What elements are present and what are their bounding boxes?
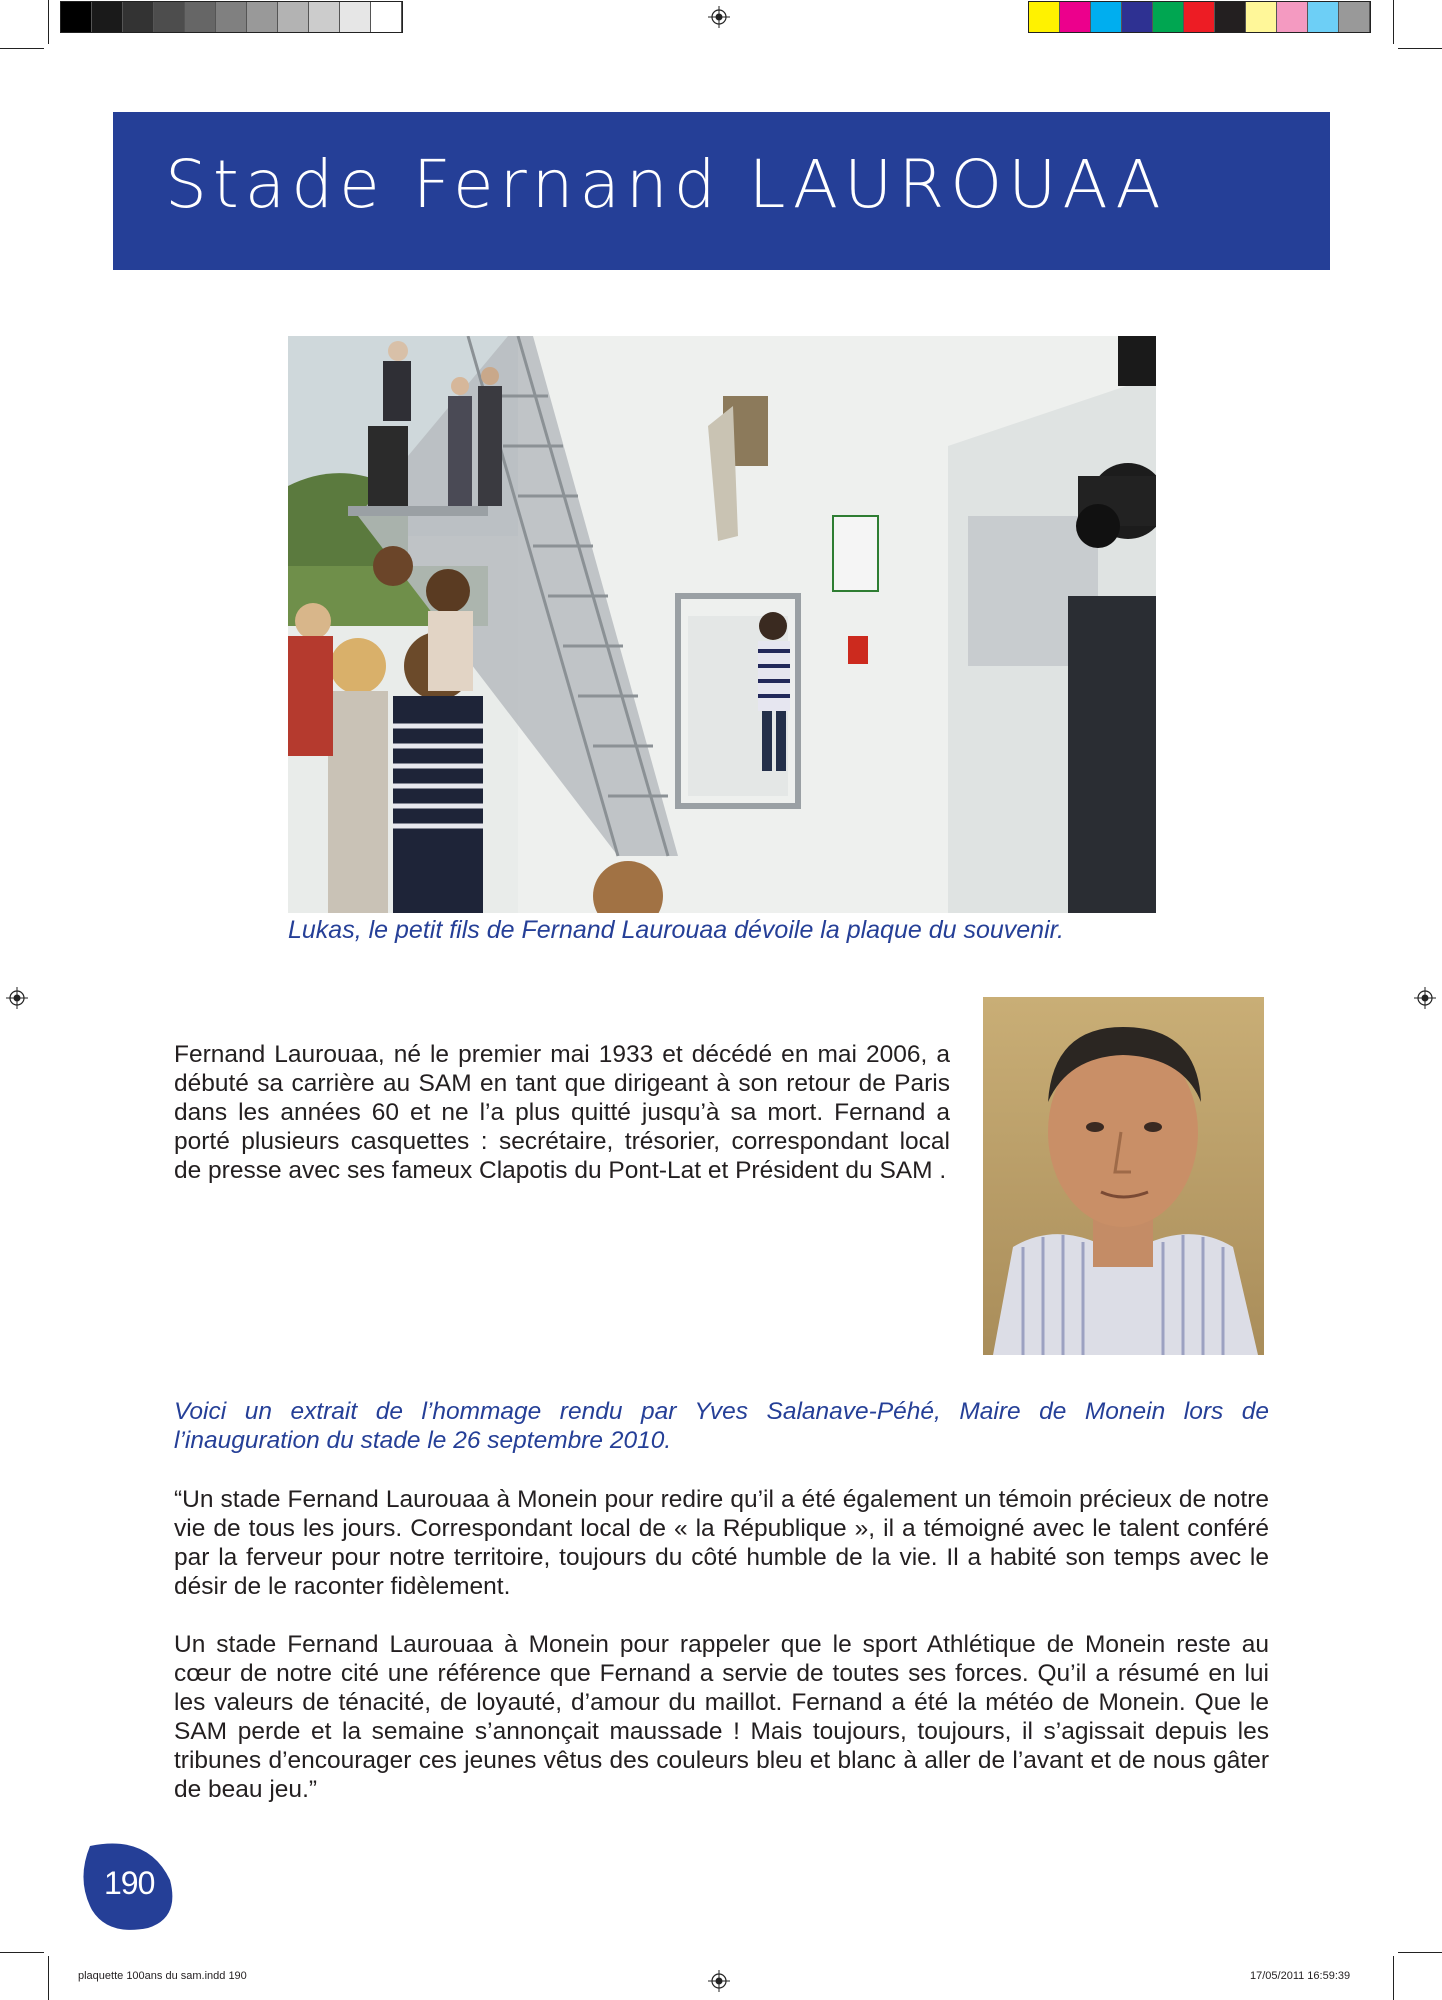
crop-mark — [48, 1956, 49, 2000]
portrait-photo — [983, 997, 1264, 1355]
cmyk-color-bar — [1028, 1, 1371, 33]
registration-mark-icon — [6, 987, 28, 1009]
page-title: Stade Fernand LAUROUAA — [165, 146, 1167, 223]
crop-mark — [0, 48, 44, 49]
crop-mark — [0, 1952, 44, 1953]
page-number: 190 — [104, 1865, 155, 1901]
page-number-badge — [78, 1840, 178, 1932]
quote-paragraph-1: “Un stade Fernand Laurouaa à Monein pour redire qu’il a été également un témoin précieux de notre vie de tous les jours. Correspondant local de « la République », il a témoigné avec le talent conféré par la ferveur pour notre territoire, toujours du côté humble de la vie. Il a habité son temps avec le désir de le raconter fidèlement. — [174, 1486, 1269, 1600]
registration-mark-icon — [1414, 987, 1436, 1009]
intro-paragraph: Fernand Laurouaa, né le premier mai 1933 et décédé en mai 2006, a débuté sa carrière au SAM en tant que dirigeant à son retour de Paris dans les années 60 et ne l’a plus quitté jusqu’à sa mort. Fernand a porté plusieurs casquettes : secrétaire, trésorier, correspondant local de presse avec ses fameux Clapotis du Pont-Lat et Président du SAM . — [174, 1041, 950, 1184]
crop-mark — [48, 0, 49, 44]
crop-mark — [1393, 1956, 1394, 2000]
inauguration-photo-illustration — [288, 336, 1156, 913]
crop-mark — [1398, 48, 1442, 49]
footer-timestamp: 17/05/2011 16:59:39 — [1250, 1970, 1351, 1982]
quote-paragraph-2: Un stade Fernand Laurouaa à Monein pour rappeler que le sport Athlétique de Monein reste au cœur de notre cité une référence que Fernand a servie de toutes ses forces. Qu’il a résumé en lui les valeurs de ténacité, de loyauté, d’amour du maillot. Fernand a été la météo de Monein. Que le SAM perde et la semaine s’annonçait maussade ! Mais toujours, toujours, il s’agissait depuis les tribunes d’encourager ces jeunes vêtus des couleurs bleu et blanc à aller de l’avant et de nous gâter de beau jeu.” — [174, 1631, 1269, 1803]
photo-caption: Lukas, le petit fils de Fernand Laurouaa dévoile la plaque du souvenir. — [288, 916, 1064, 944]
inauguration-photo — [288, 336, 1156, 913]
registration-mark-icon — [708, 6, 730, 28]
title-banner — [113, 112, 1330, 270]
crop-mark — [1398, 1952, 1442, 1953]
portrait-photo-illustration — [983, 997, 1264, 1355]
crop-mark — [1393, 0, 1394, 44]
footer-file-name: plaquette 100ans du sam.indd 190 — [78, 1970, 247, 1982]
quote-introduction: Voici un extrait de l’hommage rendu par Yves Salanave-Péhé, Maire de Monein lors de l’inauguration du stade le 26 septembre 2010. — [174, 1398, 1269, 1454]
registration-mark-icon — [708, 1970, 730, 1992]
grayscale-color-bar — [60, 1, 403, 33]
